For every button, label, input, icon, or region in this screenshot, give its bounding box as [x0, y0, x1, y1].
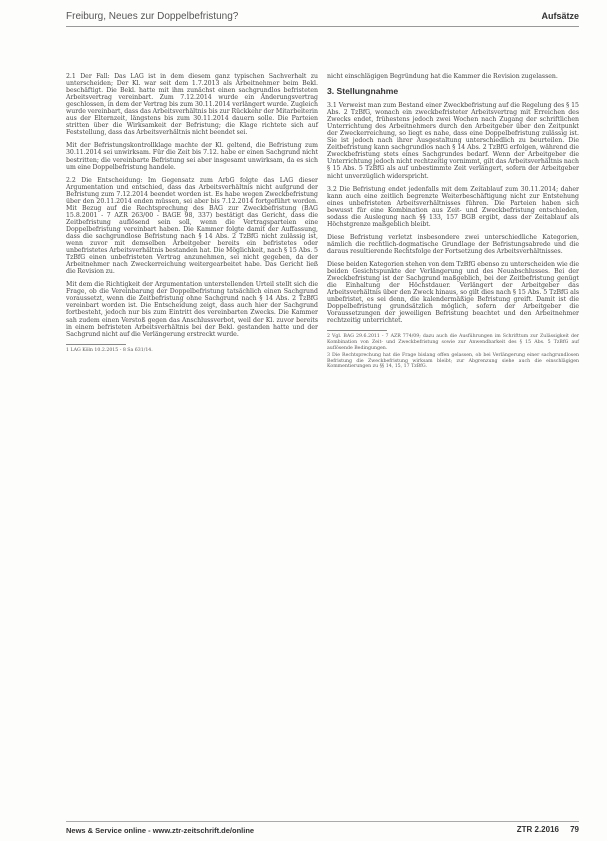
footnote-divider: [327, 330, 387, 331]
left-column: [66, 73, 318, 355]
page-number: 79: [570, 825, 579, 834]
left-paragraph: Mit der Befristungskontrollklage machte der Kl. geltend, die Befristung zum 30.11.2014 sei unwirksam. Für die Zeit bis 7.12. habe er einen Sachgrund nicht bestritten; die vereinbarte Befristung sei aber insgesamt unwirksam, da es sich um eine Doppelbefristung handele.: [66, 142, 318, 171]
right-paragraph: 3.1 Verweist man zum Bestand einer Zweckbefristung auf die Regelung des § 15 Abs. 2 TzBfG, wonach ein zweckbefristeter Arbeitsvertrag mit Erreichen des Zwecks endet, frühestens jedoch zwei Wochen nach Zugang der schriftlichen Unterrichtung des Arbeitnehmers durch den Arbeitgeber über den Zeitpunkt der Zweckerreichung, so liegt es nahe, dass eine Doppelbefristung zulässig ist. Sie ist jedoch nach ihrer Ausgestaltung unterschiedlich zu beurteilen. Die Zeitbefristung kann sachgrundlos nach § 14 Abs. 2 TzBfG erfolgen, während die Zweckbefristung stets eines Sachgrundes bedarf. Wenn der Arbeitgeber die Unterrichtung jedoch nicht rechtzeitig vornimmt, gilt das Arbeitsverhältnis nach § 15 Abs. 5 TzBfG als auf unbestimmte Zeit verlängert, sofern der Arbeitgeber nicht unverzüglich widerspricht.: [327, 102, 579, 180]
page-header-title: Freiburg, Neues zur Doppelbefristung?: [66, 11, 239, 22]
left-paragraph: Mit dem die Richtigkeit der Argumentation unterstellenden Urteil stellt sich die Frage, ob die Vereinbarung der Doppelbefristung tatsächlich einen Sachgrund voraussetzt, wenn die Zeitbefristung ohne Sachgrund nach § 14 Abs. 2 TzBfG vereinbart worden ist. Die Entscheidung zeigt, dass auch hier der Sachgrund fortbesteht, jedoch nur bis zum Eintritt des vereinbarten Zwecks. Die Kammer sah zudem einen Verstoß gegen das Anschlussverbot, weil der Kl. zuvor bereits in einem befristeten Arbeitsverhältnis bei der Bekl. gestanden hatte und der Sachgrund nicht auf die Verlängerung erstreckt wurde.: [66, 281, 318, 338]
footer-issue-page: [517, 825, 579, 834]
footer-divider: [66, 821, 579, 822]
footnote-divider: [66, 344, 126, 345]
footer-website-link[interactable]: News & Service online - www.ztr-zeitschrift.de/online: [66, 826, 255, 835]
right-paragraph: Diese beiden Kategorien stehen von dem TzBfG ebenso zu unterscheiden wie die beiden Gesichtspunkte der Verlängerung und des Neuabschlusses. Bei der Zweckbefristung ist der Sachgrund maßgeblich, bei der Zeitbefristung genügt die Einhaltung der Höchstdauer. Verlängert der Arbeitgeber das Arbeitsverhältnis über den Zweck hinaus, so gilt dies nach § 15 Abs. 5 TzBfG als unbefristet, es sei denn, die kalendermäßige Befristung greift. Damit ist die Doppelbefristung grundsätzlich möglich, sofern der Arbeitgeber die Voraussetzungen der jeweiligen Befristung beachtet und den Arbeitnehmer rechtzeitig unterrichtet.: [327, 260, 579, 325]
footnote: 2 Vgl. BAG 29.6.2011 - 7 AZR 774/09; dazu auch die Ausführungen im Schrifttum zur Zulässigkeit der Kombination von Zeit- und Zweckbefristung sowie zur Anwendbarkeit des § 15 Abs. 5 TzBfG auf auflösende Bedingungen.: [327, 334, 579, 351]
section-heading: 3. Stellungnahme: [327, 86, 399, 97]
right-column: [327, 73, 579, 372]
footnote: 3 Die Rechtsprechung hat die Frage bislang offen gelassen, ob bei Verlängerung einer sachgrundlosen Befristung die Zweckbefristung wirksam bleibt; zur Abgrenzung siehe auch die einschlägigen Kommentierungen zu §§ 14, 15, 17 TzBfG.: [327, 353, 579, 370]
left-paragraph: 2.1 Der Fall: Das LAG ist in dem diesem ganz typischen Sachverhalt zu unterscheiden; Der Kl. war seit dem 1.7.2013 als Arbeitnehmer beim Bekl. beschäftigt. Die Bekl. hatte mit ihm zunächst einen sachgrundlos befristeten Arbeitsvertrag vereinbart. Zum 7.12.2014 wurde ein Änderungsvertrag geschlossen, in dem der Vertrag bis zum 30.11.2014 verlängert wurde. Zugleich wurde vereinbart, dass das Arbeitsverhältnis bis zur Rückkehr der Mitarbeiterin aus der Elternzeit, längstens bis zum 30.11.2014 dauern solle. Die Parteien stritten über die Wirksamkeit der Befristung; die Klage richtete sich auf Feststellung, dass das Arbeitsverhältnis nicht beendet sei.: [66, 73, 318, 137]
header-divider: [66, 26, 579, 27]
right-paragraph: 3.2 Die Befristung endet jedenfalls mit dem Zeitablauf zum 30.11.2014; daher kann auch eine zeitlich begrenzte Weiterbeschäftigung nicht zur Entstehung eines unbefristeten Arbeitsverhältnisses führen. Die Parteien haben sich bewusst für eine Kombination aus Zeit- und Zweckbefristung entschieden, sodass die Auslegung nach §§ 133, 157 BGB ergibt, dass der Zeitablauf als Höchstgrenze maßgeblich bleibt.: [327, 185, 579, 228]
footnote: 1 LAG Köln 10.2.2015 - 8 Sa 631/14.: [66, 347, 153, 353]
footer-issue: ZTR 2.2016: [516, 825, 559, 834]
right-intro-paragraph: nicht einschlägigen Begründung hat die Kammer die Revision zugelassen.: [327, 73, 558, 80]
left-paragraph: 2.2 Die Entscheidung: Im Gegensatz zum ArbG folgte das LAG dieser Argumentation und entschied, dass das Arbeitsverhältnis nicht aufgrund der Befristung zum 7.12.2014 beendet worden ist. Es habe wegen Zweckbefristung über den 20.11.2014 enden müssen, sei aber bis 7.12.2014 fortgeführt worden. Mit Bezug auf die Rechtsprechung des BAG zur Zweckbefristung (BAG 15.8.2001 - 7 AZR 263/00 - BAGE 98, 337) bestätigt das Gericht, dass die Zeitbefristung auflösend sein soll, wenn die Vertragsparteien eine Doppelbefristung vereinbart haben. Die Kammer folgte damit der Auffassung, dass die sachgrundlose Befristung nach § 14 Abs. 2 TzBfG nicht zulässig ist, wenn zuvor mit demselben Arbeitgeber bereits ein befristetes oder unbefristetes Arbeitsverhältnis bestanden hat. Die Möglichkeit, nach § 15 Abs. 5 TzBfG einen unbefristeten Vertrag anzunehmen, sei nicht gegeben, da der Arbeitnehmer nach Zweckerreichung weitergearbeitet habe. Das Gericht ließ die Revision zu.: [66, 176, 318, 276]
right-paragraph: Diese Befristung verletzt insbesondere zwei unterschiedliche Kategorien, nämlich die rechtlich-dogmatische Grundlage der Befristungsabrede und die daraus resultierende Rechtsfolge der Fortsetzung des Arbeitsverhältnisses.: [327, 233, 579, 255]
page-header-section: Aufsätze: [541, 11, 579, 21]
